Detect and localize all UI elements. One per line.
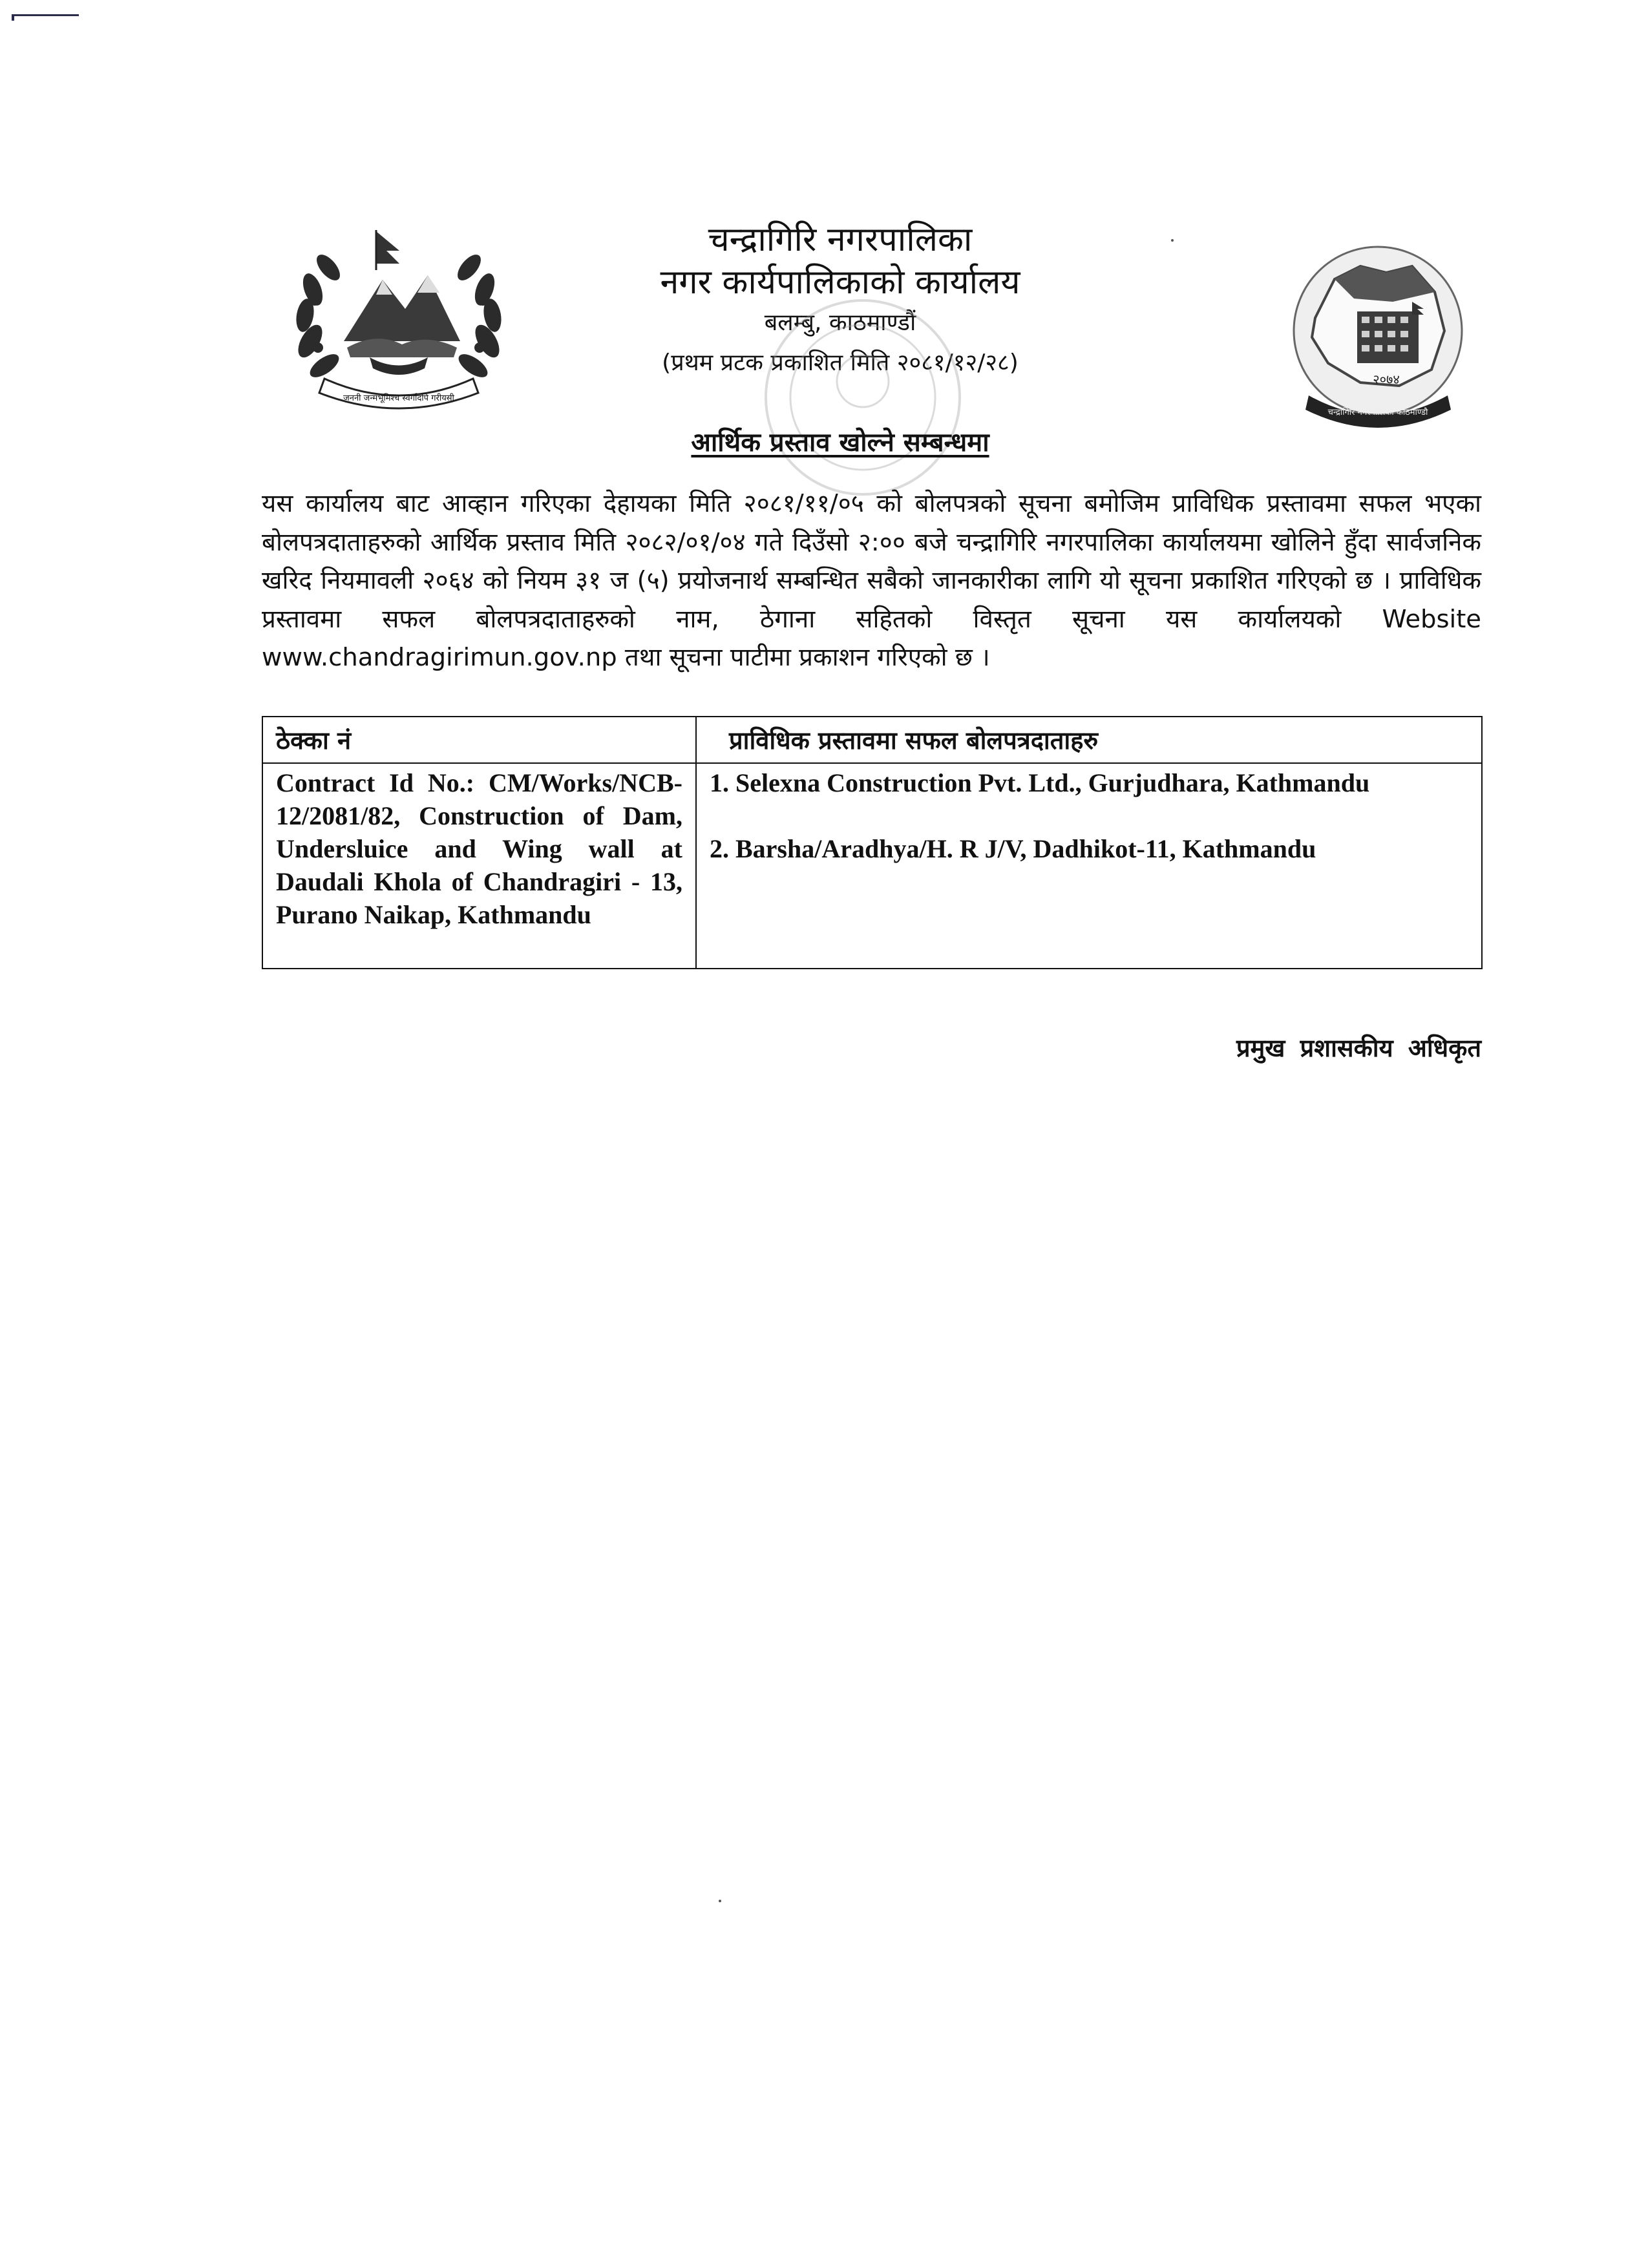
office-stamp-icon	[756, 291, 969, 504]
scan-speck	[719, 1900, 721, 1902]
municipality-logo-icon	[1289, 240, 1467, 428]
municipality-name: चन्द्रागिरि नगरपालिका	[708, 220, 973, 259]
notice-body: यस कार्यालय बाट आव्हान गरिएका देहायका मिति २०८१/११/०५ को बोलपत्रको सूचना बमोजिम प्राविधिक प्रस्तावमा सफल भएका बोलपत्रदाताहरुको आर्थिक प्रस्ताव मिति २०८२/०१/०४ गते दिउँसो २:०० बजे चन्द्रागिरि नगरपालिका कार्यालयमा खोलिने हुँदा सार्वजनिक खरिद नियमावली २०६४ को नियम ३१ ज (५) प्रयोजनार्थ सम्बन्धित सबैको जानकारीका लागि यो सूचना प्रकाशित गरिएको छ । प्राविधिक प्रस्तावमा सफल बोलपत्रदाताहरुको नाम, ठेगाना सहितको विस्तृत सूचना यस कार्यालयको Website www.chandragirimun.gov.np तथा सूचना पाटीमा प्रकाशन गरिएको छ ।	[262, 489, 1481, 672]
office-name: नगर कार्यपालिकाको कार्यालय	[660, 263, 1020, 302]
first-published-date: (प्रथम प्रटक प्रकाशित मिति २०८१/१२/२८)	[662, 350, 1019, 376]
contract-details: Contract Id No.: CM/Works/NCB-12/2081/82, Construction of Dam, Undersluice and Wing wall at Daudali Khola of Chandragiri - 13, Purano Naikap, Kathmandu	[262, 763, 696, 969]
nepal-emblem-icon	[279, 218, 518, 419]
bidder-item: 1. Selexna Construction Pvt. Ltd., Gurjudhara, Kathmandu	[710, 768, 1370, 797]
emblem-motto: जननी जन्मभूमिश्च स्वर्गादपि गरीयसी	[343, 394, 454, 403]
table-header-row	[262, 717, 1482, 763]
successful-bidders-header: प्राविधिक प्रस्तावमा सफल बोलपत्रदाताहरु	[696, 717, 1482, 763]
contract-no-header: ठेक्का नं	[262, 717, 696, 763]
notice-subject: आर्थिक प्रस्ताव खोल्ने सम्बन्धमा	[691, 428, 989, 457]
office-address: बलम्बु, काठमाण्डौं	[764, 310, 916, 336]
bid-results-table	[262, 716, 1483, 969]
bidder-item: 2. Barsha/Aradhya/H. R J/V, Dadhikot-11, Kathmandu	[710, 834, 1316, 863]
table-row	[262, 763, 1482, 969]
signatory-title: प्रमुख प्रशासकीय अधिकृत	[1236, 1034, 1481, 1062]
scan-corner-mark	[6, 14, 79, 19]
bidders-cell	[696, 763, 1482, 969]
logo-year: २०७४	[1373, 372, 1400, 387]
scan-speck	[1171, 239, 1174, 242]
logo-ring-text: चन्द्रागिरि नगरपालिका काठमाण्डौ	[1327, 408, 1428, 417]
